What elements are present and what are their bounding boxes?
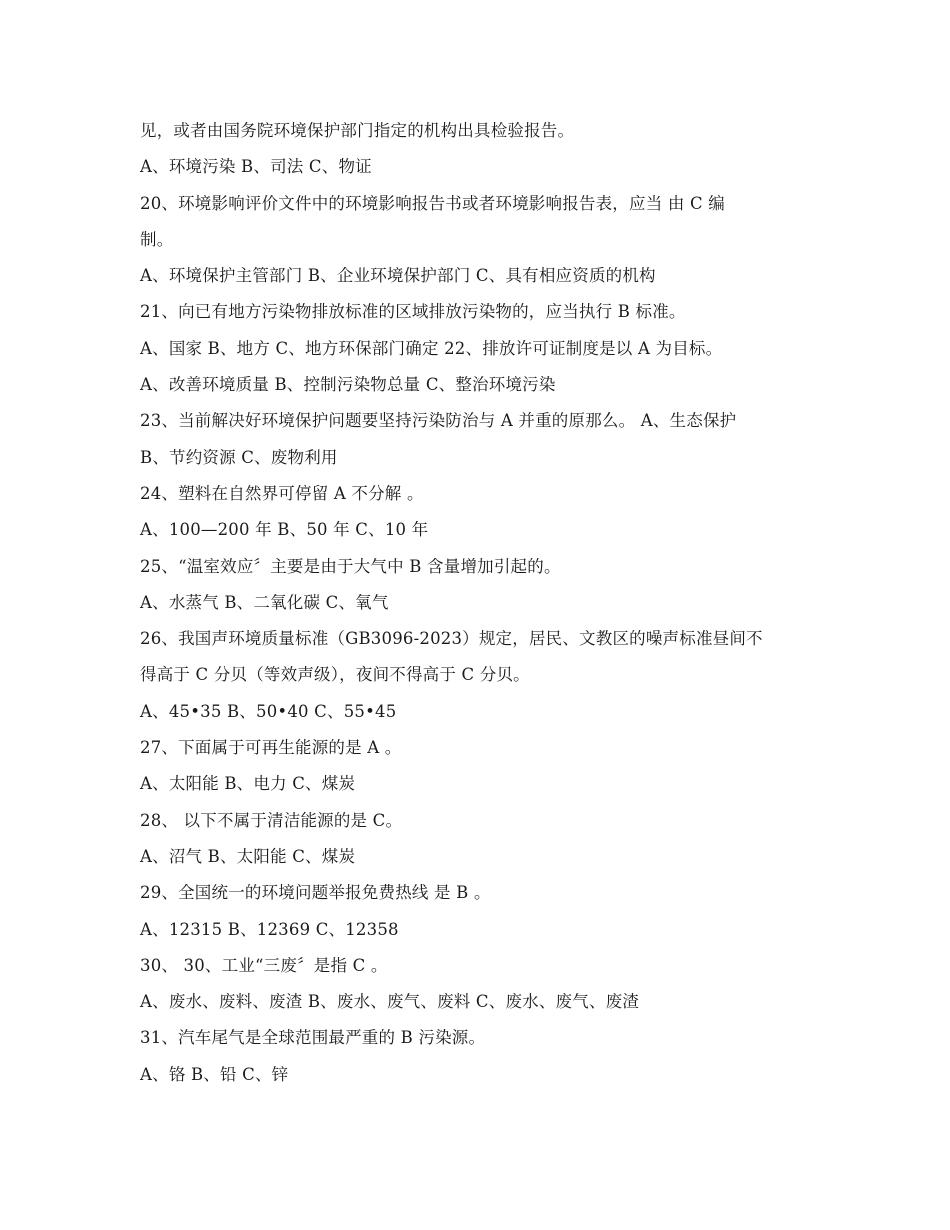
text-line: B、节约资源 C、废物利用 xyxy=(140,447,338,467)
text-line: A、废水、废料、废渣 B、废水、废气、废料 C、废水、废气、废渣 xyxy=(140,992,640,1012)
text-line: A、沼气 B、太阳能 C、煤炭 xyxy=(140,846,356,866)
text-line: 23、当前解决好环境保护问题要坚持污染防治与 A 并重的原那么。 A、生态保护 xyxy=(140,411,737,431)
text-line: 31、汽车尾气是全球范围最严重的 B 污染源。 xyxy=(140,1028,486,1048)
text-line: A、12315 B、12369 C、12358 xyxy=(140,919,399,939)
text-line: A、国家 B、地方 C、地方环保部门确定 22、排放许可证制度是以 A 为目标。 xyxy=(140,338,723,358)
text-line: 得高于 C 分贝（等效声级），夜间不得高于 C 分贝。 xyxy=(140,665,530,685)
text-line: 29、全国统一的环境问题举报免费热线 是 B 。 xyxy=(140,883,491,903)
text-line: 25、“温室效应〞主要是由于大气中 B 含量增加引起的。 xyxy=(140,556,561,576)
text-line: 28、 以下不属于清洁能源的是 C。 xyxy=(140,810,403,830)
text-line: A、环境污染 B、司法 C、物证 xyxy=(140,157,372,177)
text-line: A、太阳能 B、电力 C、煤炭 xyxy=(140,774,356,794)
text-line: 制。 xyxy=(140,229,174,249)
text-line: 27、下面属于可再生能源的是 A 。 xyxy=(140,738,402,758)
text-line: A、100—200 年 B、50 年 C、10 年 xyxy=(140,520,429,540)
text-line: A、改善环境质量 B、控制污染物总量 C、整治环境污染 xyxy=(140,375,556,395)
text-line: A、铬 B、铅 C、锌 xyxy=(140,1064,289,1084)
text-line: 26、我国声环境质量标准（GB3096-2023）规定，居民、文教区的噪声标准昼间不 xyxy=(140,629,763,649)
text-line: 30、 30、工业“三废〞是指 C 。 xyxy=(140,955,388,975)
text-line: 21、向已有地方污染物排放标准的区域排放污染物的，应当执行 B 标准。 xyxy=(140,302,686,322)
text-line: 20、环境影响评价文件中的环境影响报告书或者环境影响报告表，应当 由 C 编 xyxy=(140,193,725,213)
text-line: A、环境保护主管部门 B、企业环境保护部门 C、具有相应资质的机构 xyxy=(140,266,656,286)
text-line: A、水蒸气 B、二氧化碳 C、氧气 xyxy=(140,592,389,612)
text-line: 见，或者由国务院环境保护部门指定的机构出具检验报告。 xyxy=(140,121,575,140)
text-line: 24、塑料在自然界可停留 A 不分解 。 xyxy=(140,483,424,503)
document-page xyxy=(140,113,810,1093)
text-line: A、45•35 B、50•40 C、55•45 xyxy=(140,701,397,721)
